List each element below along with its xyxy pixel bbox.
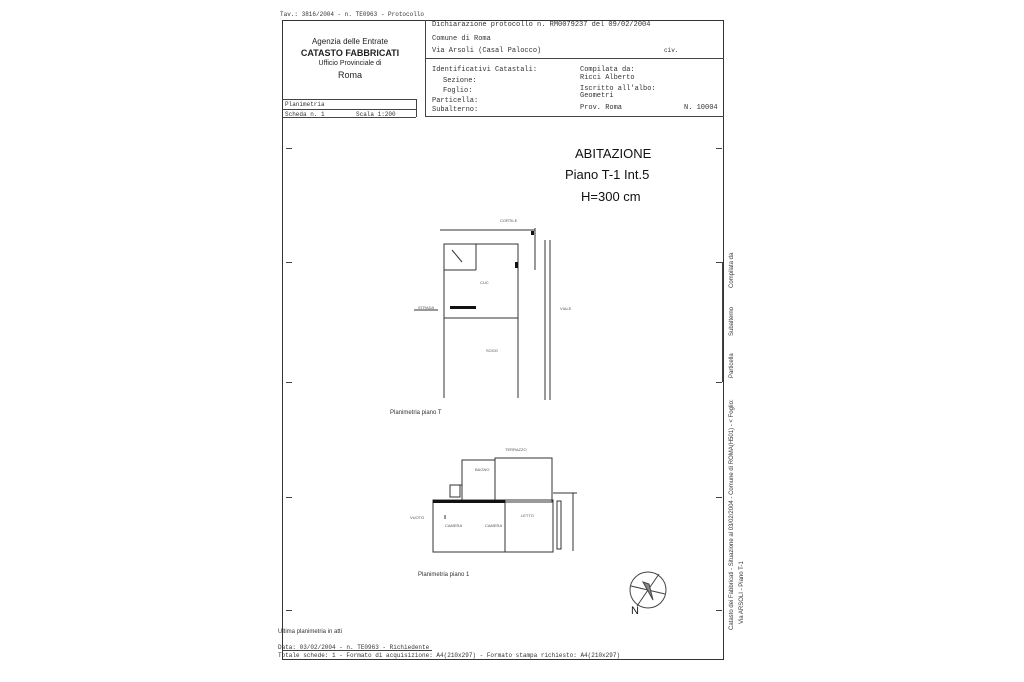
agency-city: Roma [337, 70, 362, 80]
edge-tick [716, 148, 722, 149]
svg-text:CAMERA: CAMERA [445, 523, 463, 528]
svg-text:VIALE: VIALE [560, 306, 572, 311]
svg-text:CORTILE: CORTILE [500, 218, 518, 223]
edge-tick [286, 382, 292, 383]
footer-note: Ultima planimetria in atti [278, 629, 343, 635]
svg-text:LETTO: LETTO [521, 513, 534, 518]
protocol-text: Dichiarazione protocollo n. RM0079237 del 09/02/2004 [432, 21, 651, 29]
side-text-subalterno: Subalterno [729, 306, 735, 336]
subalterno-label: Subalterno: [432, 106, 479, 114]
agency-name: Agenzia delle Entrate [311, 37, 389, 46]
edge-tick [286, 610, 292, 611]
side-text-main: Catasto dei Fabbricati - Situazione al 03/02/2004 - Comune di ROMA(H501) - < Foglio: [729, 399, 735, 630]
unit-type: ABITAZIONE [575, 146, 652, 161]
unit-height: H=300 cm [581, 189, 641, 204]
svg-text:STRADA: STRADA [418, 305, 435, 310]
civ-text: civ. [664, 47, 679, 54]
svg-text:CUC: CUC [480, 280, 489, 285]
svg-text:TERRAZZO: TERRAZZO [505, 447, 527, 452]
particella-label: Particella: [432, 97, 479, 105]
footer-format: Totale schede: 1 - Formato di acquisizione: A4(210x297) - Formato stampa richiesto: A4(210x297) [278, 652, 621, 659]
unit-floor: Piano T-1 Int.5 [565, 167, 650, 182]
floor-plan-ground [400, 210, 590, 410]
province-text: Prov. Roma [580, 104, 623, 112]
compiled-label: Compilata da: [580, 66, 635, 74]
page-header: Tav.: 3816/2004 - n. TE0963 - Protocollo [280, 11, 425, 18]
agency-cadastre: CATASTO FABBRICATI [300, 48, 400, 58]
upper-plan-caption: Planimetria piano T [390, 410, 442, 416]
svg-text:BAGNO: BAGNO [475, 467, 490, 472]
agency-block [290, 36, 410, 81]
side-text-address: Via ARSOLI - Piano T-1 [739, 561, 745, 624]
header-divider [425, 20, 426, 116]
header-divider [282, 109, 416, 110]
compiled-name: Ricci Alberto [580, 74, 635, 82]
scheda-label: Scheda n. 1 [285, 111, 325, 118]
register-number: N. 10004 [684, 104, 718, 112]
edge-tick [716, 610, 722, 611]
svg-text:VUOTO: VUOTO [410, 515, 425, 520]
catastal-heading: Identificativi Catastali: [432, 66, 538, 74]
header-divider [425, 58, 724, 59]
sezione-label: Sezione: [443, 77, 477, 85]
edge-tick [716, 497, 722, 498]
iscritto-label: Iscritto all'albo: [580, 85, 656, 93]
svg-text:SOGG: SOGG [486, 348, 499, 353]
header-divider [282, 99, 416, 100]
edge-tick [286, 148, 292, 149]
footer-request: Data: 03/02/2004 - n. TE0963 - Richiedente [278, 644, 430, 651]
scala-label: Scala 1:200 [356, 111, 396, 118]
planimetria-label: Planimetria [285, 101, 325, 108]
north-label: N [631, 605, 639, 617]
svg-text:CAMERA: CAMERA [485, 523, 503, 528]
side-text-particella: Particella [729, 353, 735, 378]
agency-office: Ufficio Provinciale di [318, 60, 382, 67]
footer-divider [282, 650, 432, 651]
side-text-compiled: Compilata da [729, 252, 735, 288]
side-bracket [722, 262, 723, 382]
profession-text: Geometri [580, 92, 614, 100]
header-divider [425, 116, 724, 117]
via-text: Via Arsoli (Casal Palocco) [432, 47, 542, 55]
edge-tick [286, 262, 292, 263]
header-divider [416, 99, 417, 117]
lower-plan-caption: Planimetria piano 1 [418, 572, 470, 578]
edge-tick [286, 497, 292, 498]
foglio-label: Foglio: [443, 87, 473, 95]
comune-text: Comune di Roma [432, 35, 491, 43]
floor-plan-first [405, 445, 585, 555]
edge-tick [716, 382, 722, 383]
